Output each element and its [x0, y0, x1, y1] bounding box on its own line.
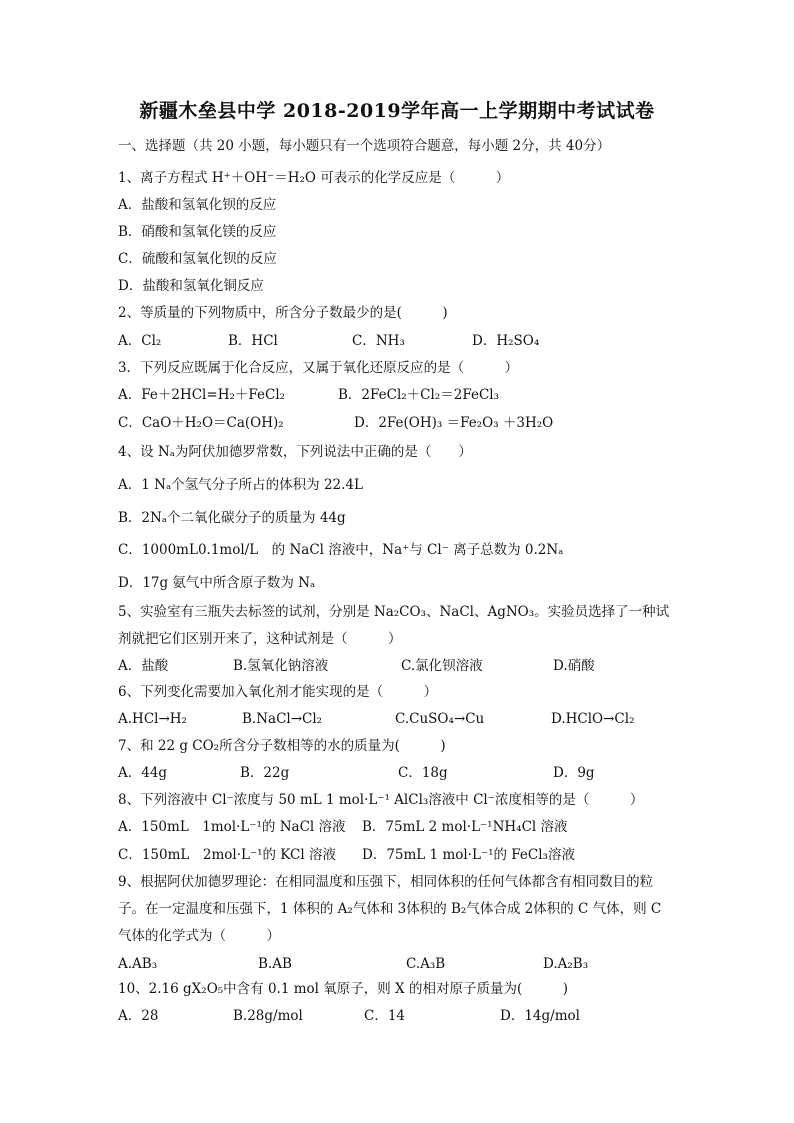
q6-option-a: A.HCl→H₂ [118, 711, 187, 727]
q5-option-d: D.硝酸 [553, 658, 595, 674]
section-heading: 一、选择题（共 20 小题，每小题只有一个选项符合题意，每小题 2分，共 40分） [118, 138, 611, 154]
question-2-stem: 2、等质量的下列物质中，所含分子数最少的是( ) [118, 305, 448, 321]
q8-option-d: D．75mL 1 mol·L⁻¹的 FeCl₃溶液 [362, 847, 575, 863]
q10-option-a: A．28 [118, 1008, 159, 1024]
q8-options-row-2 [118, 846, 678, 864]
q4-option-a: A．1 Nₐ个氢气分子所占的体积为 22.4L [118, 477, 363, 493]
q7-option-c: C．18g [398, 765, 448, 781]
question-3-stem: 3．下列反应既属于化合反应，又属于氧化还原反应的是（ ） [118, 360, 519, 376]
q1-option-b: B．硝酸和氢氧化镁的反应 [118, 224, 277, 240]
q5-option-b: B.氢氧化钠溶液 [233, 658, 329, 674]
q6-option-d: D.HClO→Cl₂ [551, 711, 635, 727]
q10-options-row [118, 1007, 678, 1025]
q9-option-d: D.A₂B₃ [543, 956, 589, 972]
q5-option-a: A．盐酸 [118, 658, 169, 674]
q6-options-row [118, 710, 678, 728]
q9-option-c: C.A₃B [406, 956, 446, 972]
question-5-stem-cont: 剂就把它们区别开来了，这种试剂是（ ） [118, 631, 402, 647]
q4-option-c: C．1000mL0.1mol/L 的 NaCl 溶液中，Na⁺与 Cl⁻ 离子总数为 0.2Nₐ [118, 542, 564, 558]
q10-option-c: C．14 [364, 1008, 406, 1024]
q3-option-b: B．2FeCl₂＋Cl₂＝2FeCl₃ [338, 387, 500, 403]
q7-option-d: D．9g [553, 765, 595, 781]
q1-option-d: D．盐酸和氢氧化铜反应 [118, 278, 264, 294]
q7-option-a: A．44g [118, 765, 168, 781]
q2-options-row [118, 332, 678, 350]
q2-option-d: D．H₂SO₄ [472, 333, 540, 349]
question-6-stem: 6、下列变化需要加入氧化剂才能实现的是（ ） [118, 684, 438, 700]
question-1-stem: 1、离子方程式 H⁺＋OH⁻＝H₂O 可表示的化学反应是（ ） [118, 170, 510, 186]
q5-options-row [118, 657, 678, 675]
q2-option-b: B．HCl [228, 333, 278, 349]
q9-options-row [118, 955, 678, 973]
page-title: 新疆木垒县中学 2018-2019学年高一上学期期中考试试卷 [139, 100, 655, 122]
q5-option-c: C.氯化钡溶液 [401, 658, 483, 674]
q4-option-d: D．17g 氨气中所含原子数为 Nₐ [118, 575, 316, 591]
q6-option-c: C.CuSO₄→Cu [395, 711, 485, 727]
q3-option-a: A．Fe＋2HCl=H₂＋FeCl₂ [118, 387, 286, 403]
question-9-stem-end: 气体的化学式为（ ） [118, 928, 280, 944]
question-8-stem: 8、下列溶液中 Cl⁻浓度与 50 mL 1 mol·L⁻¹ AlCl₃溶液中 Cl⁻浓度相等的是（ ） [118, 792, 644, 808]
q2-option-a: A．Cl₂ [118, 333, 162, 349]
question-4-stem: 4、设 Nₐ为阿伏加德罗常数，下列说法中正确的是（ ） [118, 444, 472, 460]
question-5-stem: 5、实验室有三瓶失去标签的试剂，分别是 Na₂CO₃、NaCl、AgNO₃。实验员选择了一种试 [118, 604, 670, 620]
q10-option-d: D．14g/mol [500, 1008, 580, 1024]
q8-option-c: C．150mL 2mol·L⁻¹的 KCl 溶液 [118, 847, 336, 863]
question-10-stem: 10、2.16 gX₂O₅中含有 0.1 mol 氧原子，则 X 的相对原子质量为( ) [118, 981, 568, 997]
q8-options-row-1 [118, 818, 678, 836]
q4-option-b: B．2Nₐ个二氧化碳分子的质量为 44g [118, 510, 346, 526]
q9-option-a: A.AB₃ [118, 956, 158, 972]
q7-option-b: B．22g [240, 765, 290, 781]
q9-option-b: B.AB [258, 956, 292, 972]
q3-options-row-1 [118, 386, 678, 404]
q8-option-b: B．75mL 2 mol·L⁻¹NH₄Cl 溶液 [362, 819, 568, 835]
q7-options-row [118, 764, 678, 782]
question-7-stem: 7、和 22 g CO₂所含分子数相等的水的质量为( ) [118, 738, 446, 754]
q10-option-b: B.28g/mol [233, 1008, 303, 1024]
q1-option-a: A．盐酸和氢氧化钡的反应 [118, 197, 277, 213]
question-9-stem-cont: 子。在一定温度和压强下，1 体积的 A₂气体和 3体积的 B₂气体合成 2体积的 C 气体，则 C [118, 901, 662, 917]
question-9-stem: 9、根据阿伏加德罗理论：在相同温度和压强下，相同体积的任何气体都含有相同数目的粒 [118, 874, 654, 890]
q3-option-c: C．CaO＋H₂O＝Ca(OH)₂ [118, 415, 284, 431]
q3-options-row-2 [118, 414, 678, 432]
q3-option-d: D．2Fe(OH)₃ ＝Fe₂O₃ ＋3H₂O [354, 415, 554, 431]
q6-option-b: B.NaCl→Cl₂ [242, 711, 323, 727]
q1-option-c: C．硫酸和氢氧化钡的反应 [118, 251, 277, 267]
q8-option-a: A．150mL 1mol·L⁻¹的 NaCl 溶液 [118, 819, 346, 835]
q2-option-c: C．NH₃ [352, 333, 405, 349]
